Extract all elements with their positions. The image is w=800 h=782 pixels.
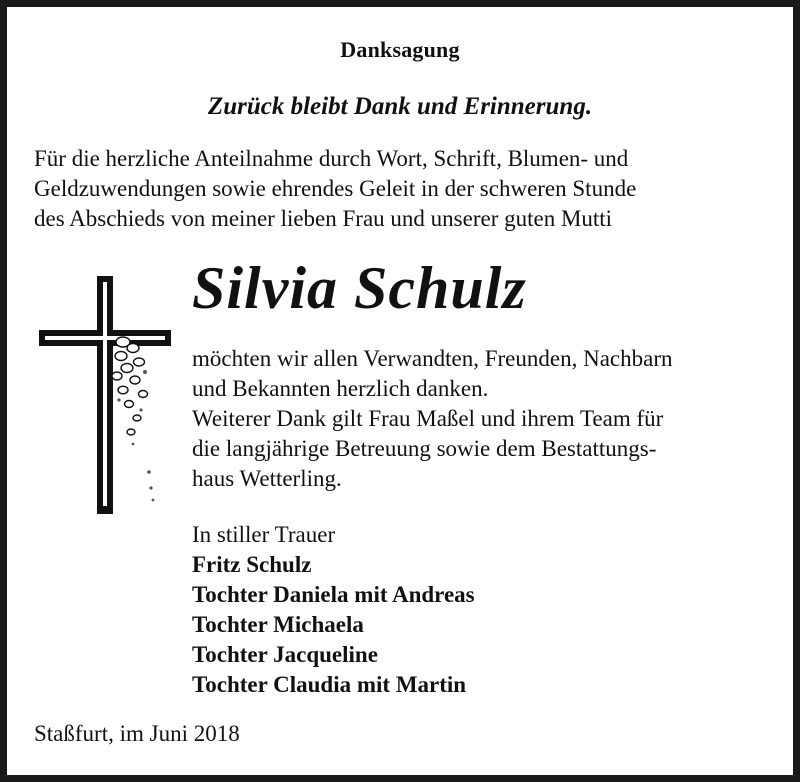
deceased-name: Silvia Schulz: [192, 255, 527, 321]
mourner-name: Fritz Schulz: [192, 552, 312, 577]
thanks-line: und Bekannten herzlich danken.: [192, 376, 489, 401]
intro-line: Für die herzliche Anteilnahme durch Wort, Schrift, Blumen- und: [34, 146, 629, 171]
mourner-name: Tochter Daniela mit Andreas: [192, 582, 475, 607]
intro-line: Geldzuwendungen sowie ehrendes Geleit in der schweren Stunde: [34, 176, 637, 201]
intro-text: [34, 144, 779, 234]
mourner-name: Tochter Jacqueline: [192, 642, 378, 667]
place-date: Staßfurt, im Juni 2018: [34, 721, 240, 746]
mourners-block: [192, 520, 475, 700]
thanks-text: [192, 344, 782, 494]
mourner-name: Tochter Michaela: [192, 612, 364, 637]
mourning-lead: In stiller Trauer: [192, 522, 336, 547]
thanks-line: haus Wetterling.: [192, 466, 342, 491]
mourner-name: Tochter Claudia mit Martin: [192, 672, 467, 697]
thanks-line: möchten wir allen Verwandten, Freunden, Nachbarn: [192, 346, 673, 371]
cross-with-flowers-icon: [33, 272, 173, 517]
thanks-line: die langjährige Betreuung sowie dem Bestattungs-: [192, 436, 657, 461]
notice-motto: Zurück bleibt Dank und Erinnerung.: [207, 93, 593, 120]
notice-title: Danksagung: [340, 37, 460, 62]
thanks-line: Weiterer Dank gilt Frau Maßel und ihrem Team für: [192, 406, 664, 431]
intro-line: des Abschieds von meiner lieben Frau und unserer guten Mutti: [34, 206, 613, 231]
